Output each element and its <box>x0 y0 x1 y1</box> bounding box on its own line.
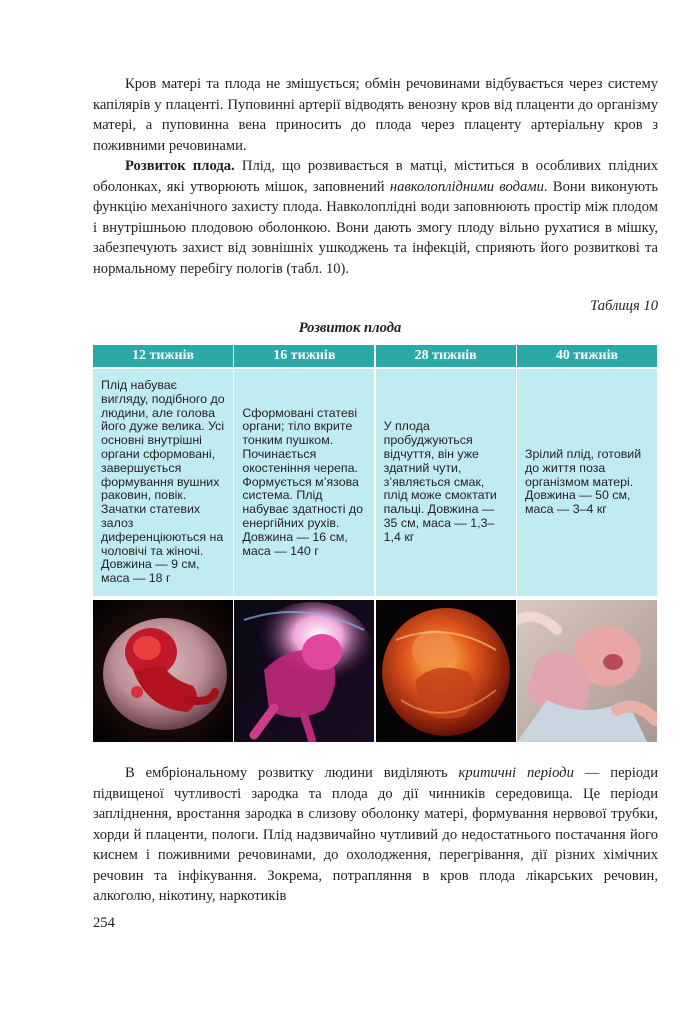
paragraph-fetal-development <box>93 156 658 279</box>
paragraph-text: В ембріональному розвитку людини виділяють <box>125 765 459 781</box>
table-number: Таблиця 10 <box>590 298 658 314</box>
photo-fetus-12-weeks <box>93 600 233 742</box>
table-header-40-weeks: 40 тижнів <box>517 345 657 369</box>
photo-fetus-28-weeks <box>376 600 516 742</box>
cell-text: Плід набуває вигляду, подібного до людини, але голова його дуже велика. Усі основні внутрішні органи сформовані, завершується формування вушних раковин, повік. Зачатки статевих залоз диференціюються на чоловічі та жіночі. Довжина — 9 см, маса — 18 г <box>101 378 225 586</box>
table-header-16-weeks: 16 тижнів <box>234 345 374 369</box>
paragraph-placenta: Кров матері та плода не змішується; обмін речовинами відбувається через систему капілярів у плаценті. Пуповинні артерії відводять венозну кров від плаценти до організму матері, а пуповинна вена приносить до плода через плаценту артеріальну кров з поживними речовинами. <box>93 76 658 154</box>
cell-text: У плода пробуджуються відчуття, він уже здатний чути, з’являється смак, плід може смоктати пальці. Довжина — 35 см, маса — 1,3–1,4 кг <box>383 419 497 544</box>
paragraph-text: . Вони виконують функцію механічного захисту плода. Навколоплідні води заповнюють простір між плодом і внутрішньою плодовою оболонкою. Вони дають змогу плоду вільно рухатися в мішку, забезпечують захист від зовнішніх ушкоджень та інфекцій, сприяють його розвиткові та нормальному перебігу пологів (табл. 10). <box>93 178 659 277</box>
table-cell-16-weeks <box>234 369 374 596</box>
table-title: Розвиток плода <box>298 320 402 336</box>
paragraph-critical-periods <box>93 763 658 907</box>
table-header-12-weeks: 12 тижнів <box>93 345 233 369</box>
paragraph-text: Плід, що розвивається в матці, міститься в особливих плідних оболонках, які утворюють мішок, заповнений <box>93 158 658 195</box>
table-cell-12-weeks <box>93 369 233 596</box>
cell-text: Зрілий плід, готовий до життя поза організмом матері. Довжина — 50 см, маса — 3–4 кг <box>524 447 642 517</box>
development-table <box>93 345 657 742</box>
table-header-28-weeks: 28 тижнів <box>376 345 516 369</box>
page-number: 254 <box>93 915 115 931</box>
term-critical-periods: критичні періоди <box>458 765 574 781</box>
cell-text: Сформовані статеві органи; тіло вкрите тонким пушком. Починається окостеніння черепа. Формується м’язова система. Плід набуває здатності до енергійних рухів. Довжина — 16 см, маса — 140 г <box>242 405 364 558</box>
table-cell-28-weeks <box>376 369 516 596</box>
paragraph-text: — періоди підвищеної чутливості зародка та плода до дії чинників середовища. Це періоди запліднення, вростання зародка в слизову оболонку матері, формування нервової трубки, хорди й плаценти, пологи. Плід надзвичайно чутливий до недостатнього постачання його киснем і поживними речовинами, до охолодження, перегрівання, дії різних хімічних речовин та інфікування. Зокрема, потрапляння в кров плода лікарських речовин, алкоголю, нікотину, наркотиків <box>93 765 659 904</box>
paragraph-heading: Розвиток плода. <box>125 158 235 174</box>
term-amniotic-fluid: навколоплідними водами <box>389 178 544 195</box>
photo-fetus-16-weeks <box>234 600 374 742</box>
photo-newborn-40-weeks <box>517 600 657 742</box>
table-cell-40-weeks <box>517 369 657 596</box>
